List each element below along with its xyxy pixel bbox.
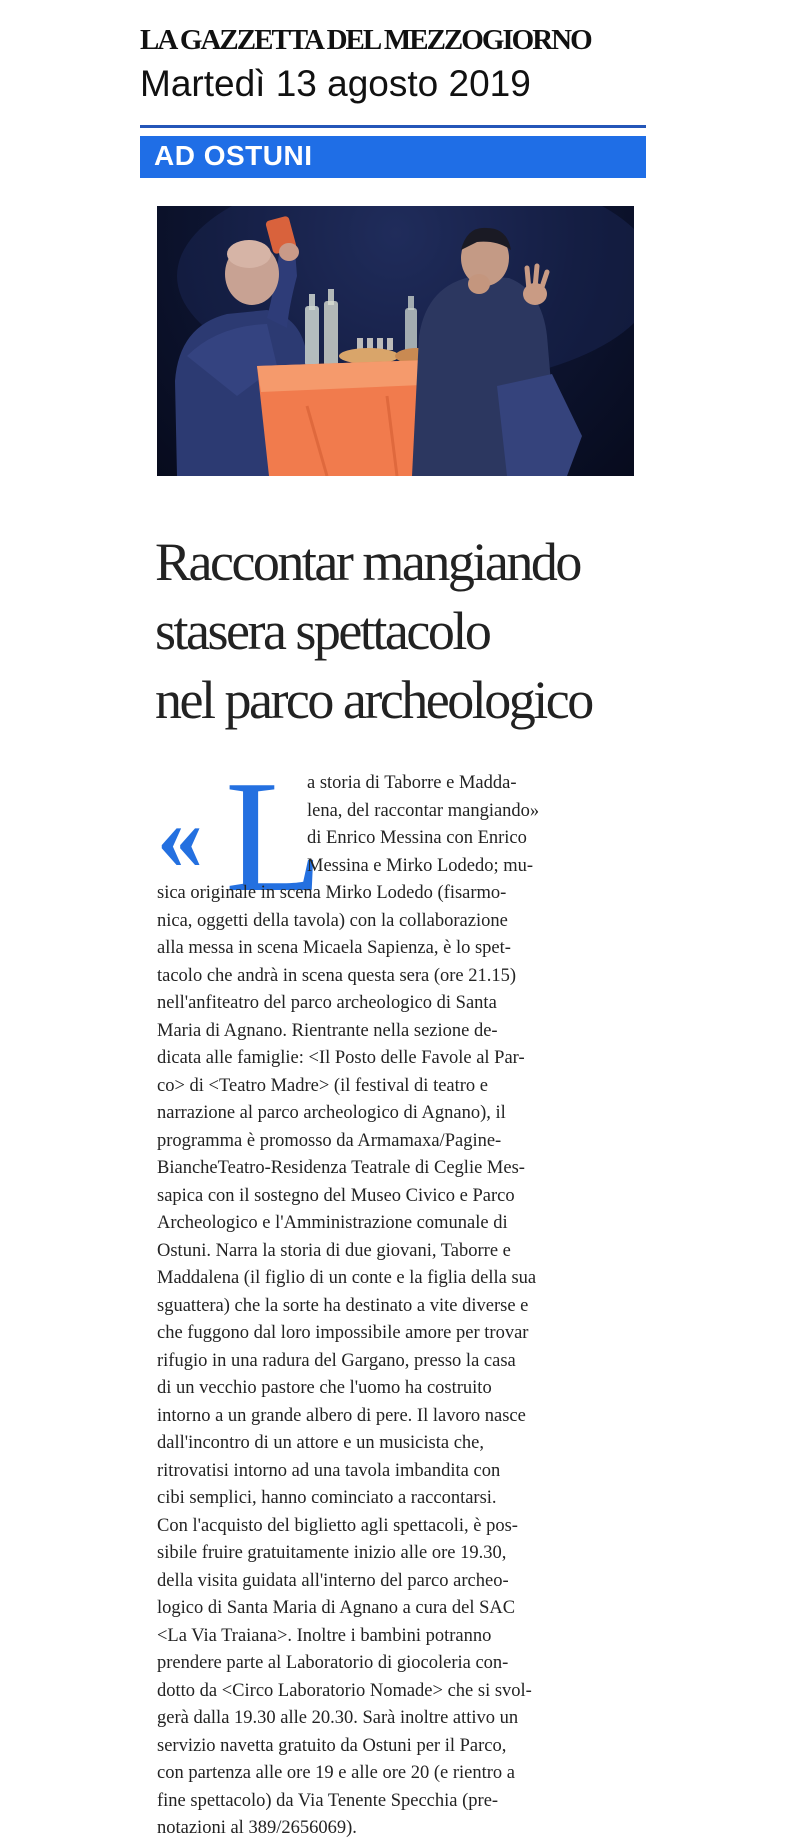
- body-line: rifugio in una radura del Gargano, presso la casa: [157, 1350, 516, 1371]
- body-line: che fuggono dal loro impossibile amore per trovar: [157, 1323, 529, 1343]
- article-body: [157, 770, 635, 1843]
- body-line: tacolo che andrà in scena questa sera (ore 21.15): [157, 965, 517, 986]
- body-line: Ostuni. Narra la storia di due giovani, Taborre e: [157, 1240, 511, 1261]
- headline-line: Raccontar mangiando: [155, 532, 580, 592]
- body-line: lena, del raccontar mangiando»: [307, 800, 540, 821]
- header-rule: [140, 125, 646, 128]
- body-line: ritrovatisi intorno ad una tavola imbandita con: [157, 1460, 501, 1481]
- body-line: sapica con il sostegno del Museo Civico e Parco: [157, 1185, 515, 1206]
- body-line: sguattera) che la sorte ha destinato a vite diverse e: [157, 1295, 529, 1316]
- body-line: sibile fruire gratuitamente inizio alle ore 19.30,: [157, 1543, 507, 1563]
- body-line: co> di <Teatro Madre> (il festival di teatro e: [157, 1075, 489, 1096]
- section-label: AD OSTUNI: [154, 140, 313, 171]
- stage-photo-illustration: [157, 206, 634, 476]
- dropcap-letter: L: [225, 747, 323, 925]
- article-headline: [155, 528, 635, 735]
- body-line: logico di Santa Maria di Agnano a cura del SAC: [157, 1598, 516, 1618]
- body-line: servizio navetta gratuito da Ostuni per il Parco,: [157, 1735, 507, 1756]
- body-line: Archeologico e l'Amministrazione comunale di: [157, 1213, 508, 1233]
- body-line: dall'incontro di un attore e un musicista che,: [157, 1433, 484, 1453]
- body-line: dicata alle famiglie: <Il Posto delle Favole al Par-: [157, 1048, 525, 1068]
- body-line: Messina e Mirko Lodedo; mu-: [307, 855, 534, 876]
- newspaper-masthead: LA GAZZETTA DEL MEZZOGIORNO: [140, 24, 591, 56]
- headline-line: nel parco archeologico: [155, 670, 592, 730]
- body-line: sica originale in scena Mirko Lodedo (fisarmo-: [157, 883, 507, 903]
- body-line: gerà dalla 19.30 alle 20.30. Sarà inoltre attivo un: [157, 1708, 519, 1728]
- body-line: intorno a un grande albero di pere. Il lavoro nasce: [157, 1405, 526, 1426]
- body-line: nell'anfiteatro del parco archeologico di Santa: [157, 993, 497, 1013]
- body-line: fine spettacolo) da Via Tenente Specchia (pre-: [157, 1790, 499, 1811]
- body-line: cibi semplici, hanno cominciato a raccontarsi.: [157, 1488, 497, 1508]
- headline-line: stasera spettacolo: [155, 601, 490, 661]
- section-banner: [140, 136, 646, 178]
- body-line: a storia di Taborre e Madda-: [307, 773, 517, 793]
- body-line: Con l'acquisto del biglietto agli spettacoli, è pos-: [157, 1515, 518, 1536]
- body-line: di Enrico Messina con Enrico: [307, 828, 527, 848]
- body-line: notazioni al 389/2656069).: [157, 1818, 357, 1838]
- body-line: nica, oggetti della tavola) con la collaborazione: [157, 910, 508, 931]
- body-line: programma è promosso da Armamaxa/Pagine-: [157, 1130, 502, 1151]
- body-line: dotto da <Circo Laboratorio Nomade> che si svol-: [157, 1680, 532, 1701]
- body-line: alla messa in scena Micaela Sapienza, è lo spet-: [157, 938, 511, 958]
- dropcap-quote-mark: «: [157, 782, 203, 890]
- body-line: Maria di Agnano. Rientrante nella sezione de-: [157, 1020, 498, 1041]
- body-line: <La Via Traiana>. Inoltre i bambini potranno: [157, 1625, 492, 1646]
- publication-date: Martedì 13 agosto 2019: [140, 63, 531, 104]
- body-line: BiancheTeatro-Residenza Teatrale di Ceglie Mes-: [157, 1158, 525, 1178]
- body-line: di un vecchio pastore che l'uomo ha costruito: [157, 1378, 492, 1398]
- article-photo: [157, 206, 634, 476]
- body-line: narrazione al parco archeologico di Agnano), il: [157, 1103, 506, 1123]
- body-line: Maddalena (il figlio di un conte e la figlia della sua: [157, 1268, 537, 1288]
- body-line: con partenza alle ore 19 e alle ore 20 (e rientro a: [157, 1763, 515, 1783]
- body-line: prendere parte al Laboratorio di giocoleria con-: [157, 1653, 509, 1673]
- body-line: della visita guidata all'interno del parco archeo-: [157, 1570, 509, 1591]
